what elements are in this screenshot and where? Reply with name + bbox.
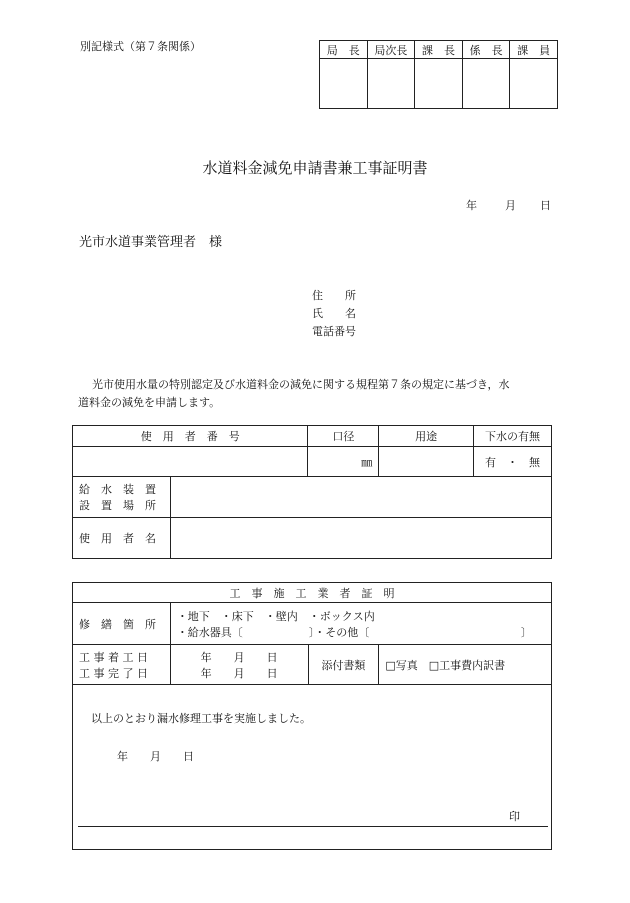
date-year: 年 <box>466 199 477 212</box>
repair-location-options: ・地下 ・床下 ・壁内 ・ボックス内 ・給水器具〔 〕・その他〔 〕 <box>170 603 551 645</box>
attachments-options[interactable]: □写真 □工事費内訳書 <box>379 645 552 685</box>
date-day: 日 <box>540 199 551 212</box>
approval-stamp-cell[interactable] <box>415 59 463 109</box>
cert-date: 年 月 日 <box>117 750 194 763</box>
purpose-field[interactable] <box>379 447 474 477</box>
body-text-line2: 道料金の減免を申請します。 <box>78 396 221 409</box>
date-month: 月 <box>505 199 516 212</box>
user-number-header: 使 用 者 番 号 <box>73 426 308 447</box>
user-name-label: 使 用 者 名 <box>73 518 171 559</box>
form-label: 別記様式（第７条関係） <box>80 40 201 53</box>
work-dates-field[interactable]: 年 月 日 年 月 日 <box>170 645 308 685</box>
seal-mark: 印 <box>509 810 520 823</box>
usage-table <box>72 425 552 559</box>
work-dates-label: 工 事 着 工 日 工 事 完 了 日 <box>73 645 171 685</box>
approval-header: 係 長 <box>462 41 510 59</box>
approval-box <box>319 40 558 109</box>
purpose-header: 用途 <box>379 426 474 447</box>
addressee: 光市水道事業管理者 様 <box>79 235 223 250</box>
signature-line <box>78 826 548 827</box>
supply-location-label: 給 水 装 置 設 置 場 所 <box>73 477 171 518</box>
address-label: 住 所 <box>312 289 356 302</box>
sewer-header: 下水の有無 <box>474 426 552 447</box>
certification-area <box>73 685 552 850</box>
supply-location-field[interactable] <box>170 477 551 518</box>
attachments-label: 添付書類 <box>308 645 379 685</box>
document-title: 水道料金減免申請書兼工事証明書 <box>202 159 428 177</box>
approval-header: 局次長 <box>367 41 415 59</box>
body-text-line1: 光市使用水量の特別認定及び水道料金の減免に関する規程第７条の規定に基づき，水 <box>92 378 510 391</box>
approval-stamp-cell[interactable] <box>510 59 558 109</box>
approval-header: 課 員 <box>510 41 558 59</box>
contractor-table <box>72 582 552 850</box>
user-number-field[interactable] <box>73 447 308 477</box>
sewer-options[interactable]: 有 ・ 無 <box>474 447 552 477</box>
approval-stamp-cell[interactable] <box>462 59 510 109</box>
phone-label: 電話番号 <box>312 325 356 338</box>
approval-header: 課 長 <box>415 41 463 59</box>
approval-stamp-cell[interactable] <box>320 59 368 109</box>
name-label: 氏 名 <box>312 307 356 320</box>
diameter-field[interactable] <box>308 447 379 477</box>
contractor-heading: 工 事 施 工 業 者 証 明 <box>73 583 552 603</box>
mm-unit: ㎜ <box>361 455 373 469</box>
repair-location-label: 修 繕 箇 所 <box>73 603 171 645</box>
certify-text: 以上のとおり漏水修理工事を実施しました。 <box>91 712 311 725</box>
approval-header: 局 長 <box>320 41 368 59</box>
diameter-header: 口径 <box>308 426 379 447</box>
user-name-field[interactable] <box>170 518 551 559</box>
approval-stamp-cell[interactable] <box>367 59 415 109</box>
